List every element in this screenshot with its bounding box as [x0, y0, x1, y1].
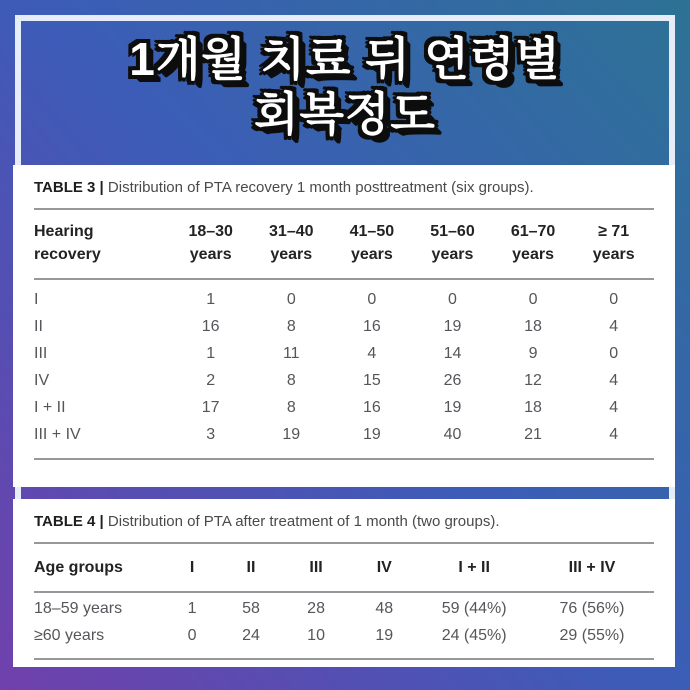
column-header-age-groups: Age groups [34, 544, 164, 592]
cell: 19 [362, 425, 381, 443]
cell: 3 [206, 425, 216, 443]
title-line-2: 회복정도 [254, 88, 436, 141]
cell: 58 [242, 600, 260, 618]
cell: 16 [362, 317, 381, 335]
title-line-1: 1개월 치료 뒤 연령별 [129, 33, 561, 85]
table3-header-row [34, 210, 654, 278]
divider [34, 458, 654, 460]
cell: 4 [609, 371, 619, 389]
column-header-grade-2: II [220, 544, 282, 592]
table-row [34, 623, 654, 650]
cell: 19 [375, 627, 394, 645]
cell: 9 [528, 344, 538, 362]
table3-caption-label: TABLE 3 | [34, 179, 104, 196]
row-label: III + IV [34, 425, 81, 443]
cell: 14 [443, 344, 462, 362]
cell: 48 [375, 600, 394, 618]
cell: 28 [307, 600, 325, 618]
cell: 0 [286, 290, 296, 308]
cell: 19 [443, 317, 462, 335]
cell: 0 [528, 290, 538, 308]
table3-caption-text: Distribution of PTA recovery 1 month posttreatment (six groups). [103, 179, 534, 196]
cell: 17 [201, 398, 220, 416]
column-header-grade-3: III [282, 544, 350, 592]
column-header-51-60: 51–60 years [412, 210, 493, 278]
table-row [34, 394, 654, 421]
row-label: I + II [34, 398, 66, 416]
row-label: ≥60 years [34, 627, 105, 645]
row-label: IV [34, 371, 50, 389]
row-label: 18–59 years [34, 600, 123, 618]
column-header-61-70: 61–70 years [493, 210, 574, 278]
cell: 10 [307, 627, 325, 645]
table-row [34, 367, 654, 394]
cell: 1 [206, 344, 216, 362]
column-header-71-plus: ≥ 71 years [573, 210, 654, 278]
table4-caption-label: TABLE 4 | [34, 513, 104, 530]
cell: 15 [362, 371, 381, 389]
cell: 16 [362, 398, 381, 416]
column-header-41-50: 41–50 years [332, 210, 413, 278]
table-row [34, 421, 654, 448]
table-row [34, 592, 654, 623]
table-row [34, 340, 654, 367]
row-label: I [34, 290, 39, 308]
cell: 0 [609, 344, 619, 362]
cell: 1 [187, 600, 197, 618]
cell: 0 [448, 290, 457, 308]
cell: 18 [524, 317, 542, 335]
table4-header-row [34, 544, 654, 592]
cell: 4 [609, 398, 619, 416]
table4 [34, 544, 654, 650]
table3-caption [34, 165, 654, 208]
table4-panel [13, 499, 675, 667]
row-label: III [34, 344, 48, 362]
cell: 1 [206, 290, 216, 308]
cell: 21 [524, 425, 542, 443]
column-header-grade-3-4: III + IV [530, 544, 654, 592]
column-header-hearing-recovery: Hearing recovery [34, 210, 170, 278]
cell: 26 [443, 371, 462, 389]
column-header-grade-1: I [164, 544, 220, 592]
column-header-31-40: 31–40 years [251, 210, 332, 278]
cell: 19 [443, 398, 462, 416]
row-label: II [34, 317, 43, 335]
column-header-grade-1-2: I + II [418, 544, 530, 592]
cell: 8 [286, 317, 296, 335]
cell: 29 (55%) [559, 627, 625, 645]
cell: 40 [443, 425, 462, 443]
cell: 12 [524, 371, 542, 389]
cell: 0 [187, 627, 197, 645]
cell: 4 [609, 317, 619, 335]
table-row [34, 279, 654, 314]
table3-panel [13, 165, 675, 487]
page-title [0, 32, 690, 142]
cell: 24 (45%) [441, 627, 507, 645]
table4-caption [34, 499, 654, 542]
cell: 18 [524, 398, 542, 416]
cell: 8 [286, 371, 296, 389]
cell: 4 [609, 425, 619, 443]
divider [34, 658, 654, 660]
cell: 59 (44%) [441, 600, 507, 618]
column-header-18-30: 18–30 years [170, 210, 251, 278]
cell: 4 [367, 344, 377, 362]
cell: 76 (56%) [559, 600, 625, 618]
cell: 2 [206, 371, 216, 389]
cell: 16 [201, 317, 220, 335]
cell: 24 [242, 627, 260, 645]
cell: 0 [367, 290, 377, 308]
cell: 0 [609, 290, 619, 308]
cell: 19 [282, 425, 301, 443]
table3 [34, 210, 654, 448]
cell: 11 [282, 344, 300, 362]
table-row [34, 313, 654, 340]
cell: 8 [286, 398, 296, 416]
table4-caption-text: Distribution of PTA after treatment of 1 month (two groups). [103, 513, 500, 530]
column-header-grade-4: IV [350, 544, 418, 592]
